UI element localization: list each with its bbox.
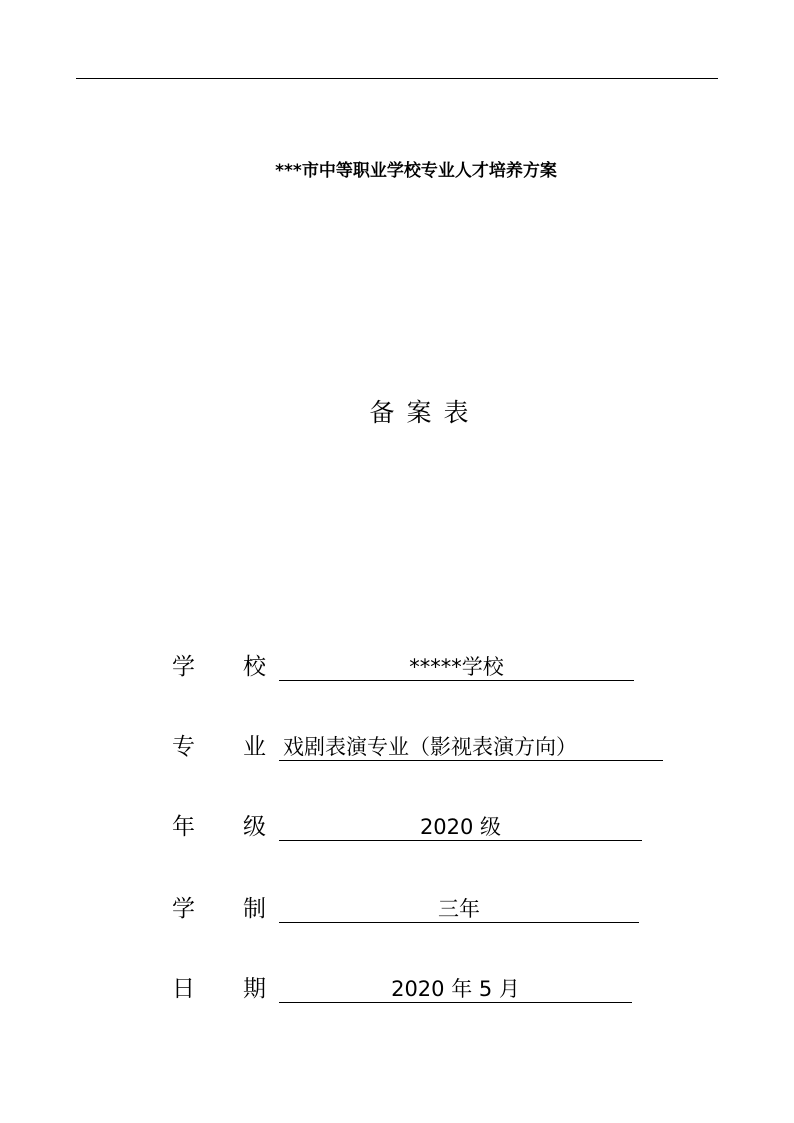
field-value: 2020 年 5 月 — [391, 977, 520, 1001]
field-label-char-1: 学 — [172, 654, 195, 680]
field-label-char-1: 专 — [172, 734, 195, 760]
field-school — [0, 651, 794, 683]
field-value: 戏剧表演专业（影视表演方向） — [283, 735, 577, 759]
field-label-char-1: 学 — [172, 896, 195, 922]
field-value: 2020 级 — [419, 815, 502, 839]
field-label-char-2: 制 — [243, 896, 266, 922]
document-title: ***市中等职业学校专业人才培养方案 — [275, 161, 557, 181]
field-label-char-2: 业 — [243, 734, 266, 760]
field-major — [0, 731, 794, 763]
field-grade — [0, 811, 794, 843]
form-title: 备案表 — [369, 398, 481, 427]
field-value: *****学校 — [409, 655, 504, 679]
field-date — [0, 973, 794, 1005]
field-duration — [0, 893, 794, 925]
field-label-char-2: 级 — [243, 814, 266, 840]
field-label-char-1: 年 — [172, 814, 195, 840]
field-value: 三年 — [438, 897, 480, 921]
field-label-char-1: 日 — [172, 976, 195, 1002]
field-label-char-2: 校 — [243, 654, 266, 680]
header-rule — [76, 78, 718, 79]
field-label-char-2: 期 — [243, 976, 266, 1002]
